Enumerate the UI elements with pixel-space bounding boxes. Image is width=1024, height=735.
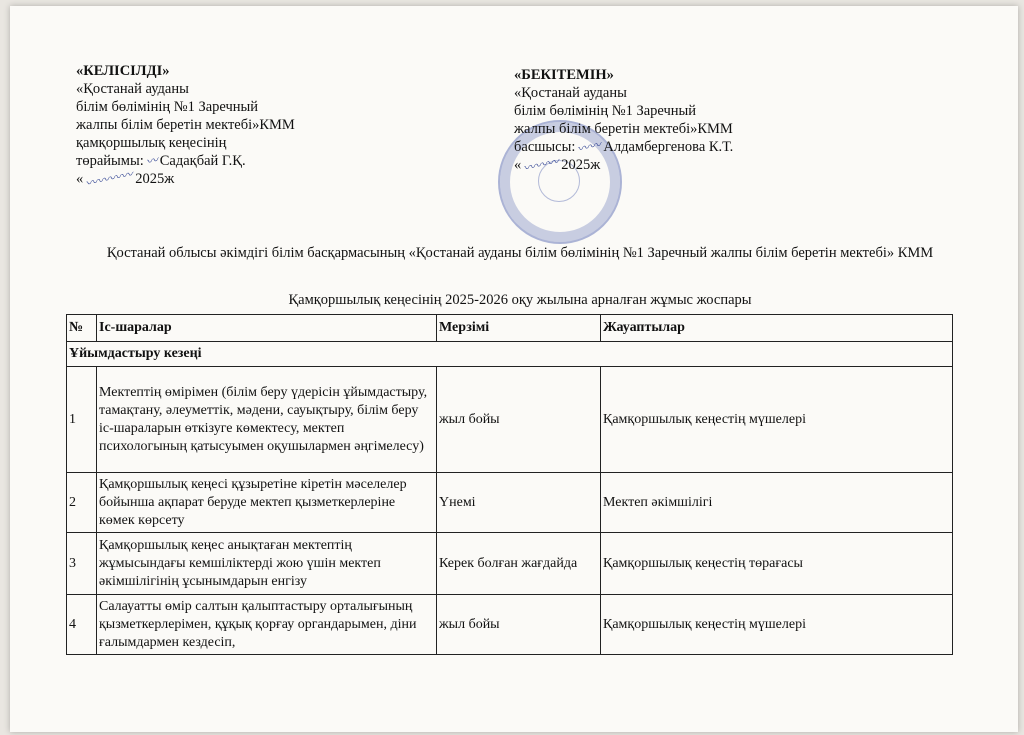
row-term: жыл бойы	[437, 595, 601, 655]
row-number: 4	[67, 595, 97, 655]
agreed-date-open: «	[76, 171, 84, 187]
agreed-line: білім бөлімінің №1 Заречный	[76, 99, 259, 115]
handwritten-date: 〰〰〰〰	[84, 167, 135, 191]
agreed-date-year: 2025ж	[135, 171, 175, 187]
work-plan-table	[66, 314, 953, 655]
row-term: жыл бойы	[437, 367, 601, 473]
table-row	[67, 367, 953, 473]
handwritten-date: 〰〰〰	[522, 154, 561, 176]
section-row	[67, 342, 953, 367]
row-responsible: Қамқоршылық кеңестің төрағасы	[601, 533, 953, 595]
approved-line: жалпы білім беретін мектебі»КММ	[514, 121, 733, 137]
approved-date-year: 2025ж	[561, 157, 601, 173]
header-activities: Іс-шаралар	[97, 315, 437, 342]
row-number: 3	[67, 533, 97, 595]
row-number: 2	[67, 473, 97, 533]
agreed-title: «КЕЛІСІЛДІ»	[76, 63, 170, 79]
row-responsible: Мектеп әкімшілігі	[601, 473, 953, 533]
table-row	[67, 595, 953, 655]
handwritten-signature: 〰〰	[576, 137, 603, 157]
table-row	[67, 533, 953, 595]
row-term: Керек болған жағдайда	[437, 533, 601, 595]
approved-line: білім бөлімінің №1 Заречный	[514, 103, 697, 119]
header-term: Мерзімі	[437, 315, 601, 342]
approved-head-name: Алдамбергенова К.Т.	[603, 139, 734, 155]
approved-date-open: «	[514, 157, 522, 173]
row-activity: Қамқоршылық кеңес анықтаған мектептің жұмысындағы кемшіліктерді жою үшін мектеп әкімшілігінің ұсынымдарын енгізу	[97, 533, 437, 595]
section-title: Ұйымдастыру кезеңі	[67, 342, 953, 367]
agreed-chair-name: Садақбай Г.Қ.	[159, 153, 246, 169]
plan-title: Қамқоршылық кеңесінің 2025-2026 оқу жылына арналған жұмыс жоспары	[288, 292, 752, 308]
row-activity: Салауатты өмір салтын қалыптастыру орталығының қызметкерлерімен, құқық қорғау органдарымен, діни ғалымдармен кездесіп,	[97, 595, 437, 655]
row-term: Үнемі	[437, 473, 601, 533]
table-row	[67, 473, 953, 533]
header-number: №	[67, 315, 97, 342]
approved-title: «БЕКІТЕМІН»	[514, 67, 614, 83]
table-header-row	[67, 315, 953, 342]
agreed-chair-prefix: төрайымы:	[76, 153, 144, 169]
approved-block	[514, 66, 733, 174]
header-responsible: Жауаптылар	[601, 315, 953, 342]
handwritten-signature: 〰	[144, 152, 160, 170]
agreed-line: «Қостанай ауданы	[76, 81, 189, 97]
row-responsible: Қамқоршылық кеңестің мүшелері	[601, 367, 953, 473]
agreed-block	[76, 62, 295, 191]
row-responsible: Қамқоршылық кеңестің мүшелері	[601, 595, 953, 655]
agreed-line: жалпы білім беретін мектебі»КММ	[76, 117, 295, 133]
agreed-chair-line	[76, 152, 295, 170]
agreed-date-line	[76, 167, 295, 191]
approved-date-line	[514, 156, 733, 174]
row-number: 1	[67, 367, 97, 473]
approved-head-prefix: басшысы:	[514, 139, 576, 155]
approved-line: «Қостанай ауданы	[514, 85, 627, 101]
row-activity: Қамқоршылық кеңесі құзыретіне кіретін мәселелер бойынша ақпарат беруде мектеп қызметкерлеріне көмек көрсету	[97, 473, 437, 533]
document-page	[10, 6, 1018, 732]
organization-heading: Қостанай облысы әкімдігі білім басқармасының «Қостанай ауданы білім бөлімінің №1 Заречный жалпы білім беретін мектебі» КММ	[106, 245, 934, 261]
approved-head-line	[514, 138, 733, 156]
row-activity: Мектептің өмірімен (білім беру үдерісін ұйымдастыру, тамақтану, әлеуметтік, мәдени, сауықтыру, білім беру іс-шараларын өткізуге көмектесу, мектеп психологының қатысуымен оқушылармен әңгімелесу)	[97, 367, 437, 473]
agreed-line: қамқоршылық кеңесінің	[76, 135, 227, 151]
